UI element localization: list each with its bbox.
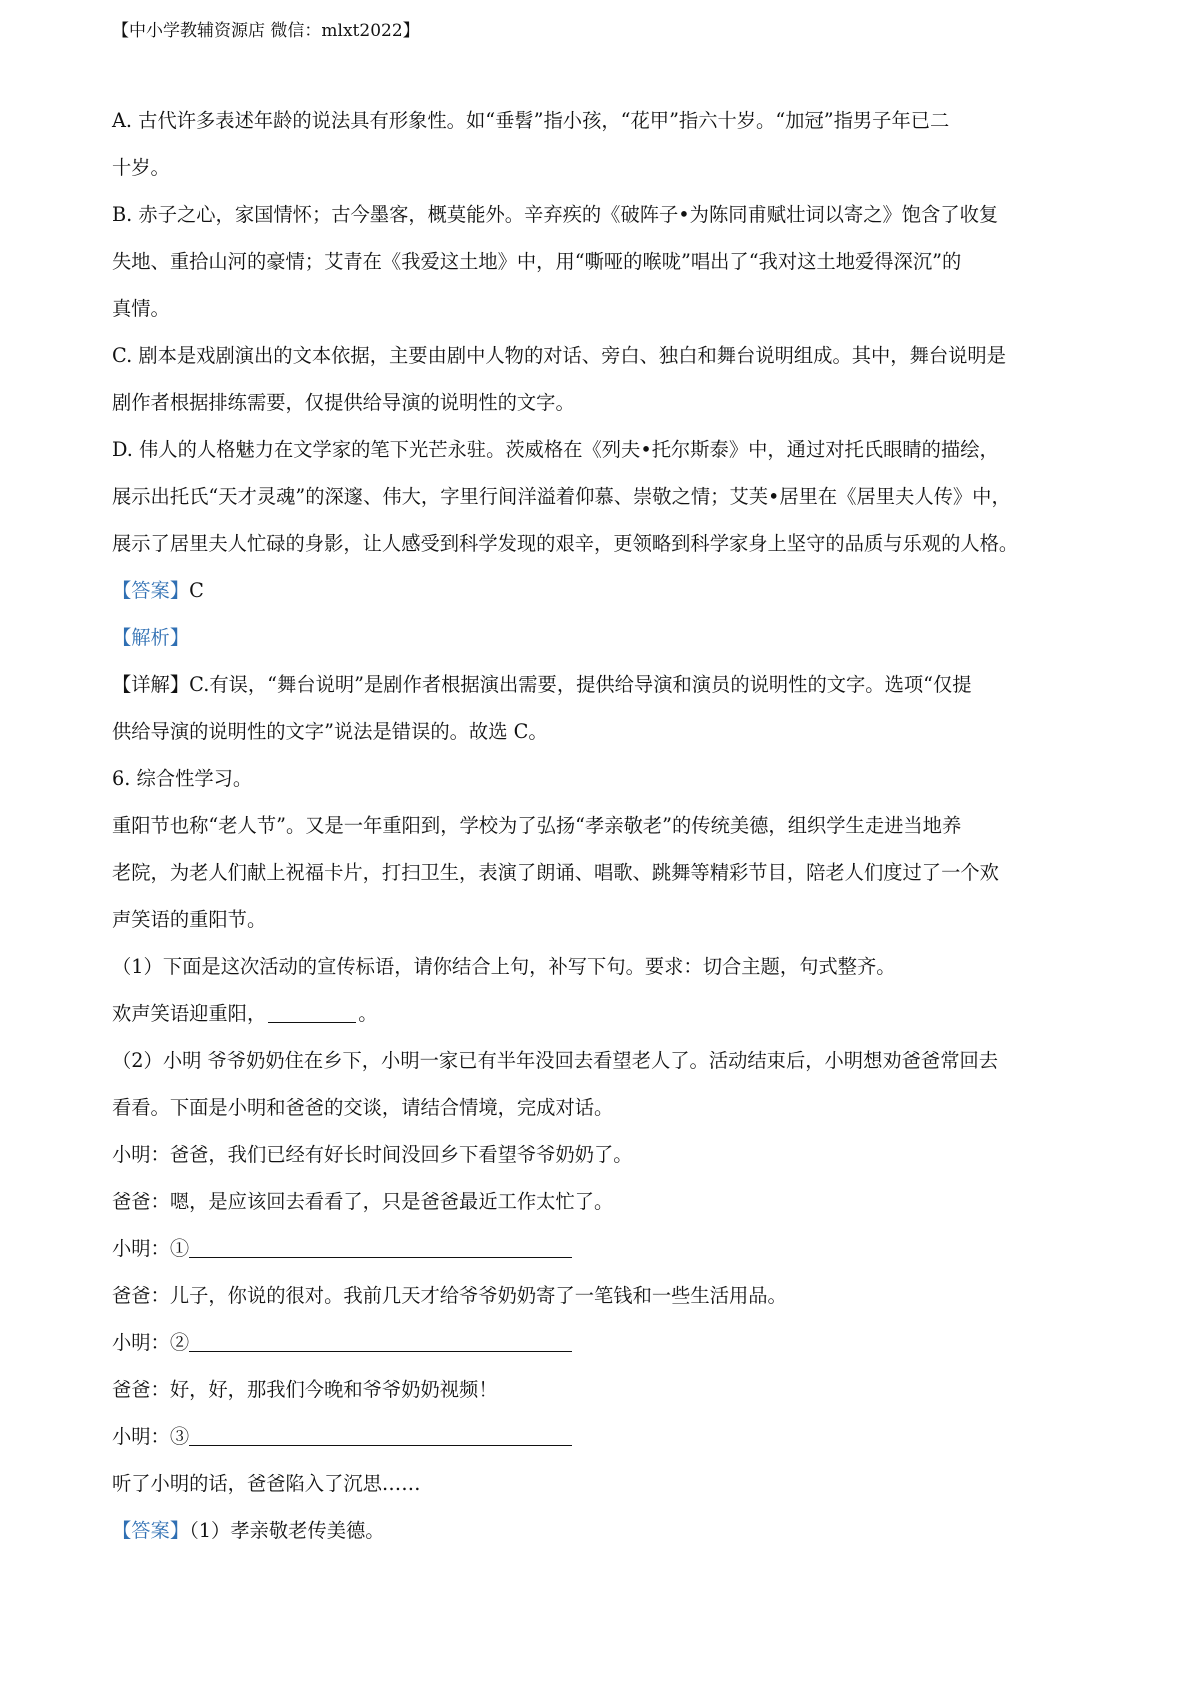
dialog-speaker-7: 小明：③ xyxy=(112,1425,190,1448)
option-a-line-2: 十岁。 xyxy=(112,156,170,179)
option-a-line-1: A. 古代许多表述年龄的说法具有形象性。如“垂髫”指小孩，“花甲”指六十岁。“加冠”指男子年已二 xyxy=(112,109,950,132)
analysis-tag: 【解析】 xyxy=(112,626,190,649)
slogan-end-mark: 。 xyxy=(358,1002,378,1025)
closing-line: 听了小明的话，爸爸陷入了沉思…… xyxy=(112,1472,421,1495)
dialog-speaker-5: 小明：② xyxy=(112,1331,190,1354)
detail-line-2: 供给导演的说明性的文字”说法是错误的。故选 C。 xyxy=(112,720,548,743)
option-d-line-1: D. 伟人的人格魅力在文学家的笔下光芒永驻。茨威格在《列夫•托尔斯泰》中，通过对托氏眼睛的描绘， xyxy=(112,438,999,461)
option-c-line-1: C. 剧本是戏剧演出的文本依据，主要由剧中人物的对话、旁白、独白和舞台说明组成。其中，舞台说明是 xyxy=(112,344,1006,367)
dialog-answer-blank-3[interactable] xyxy=(189,1425,572,1446)
option-d-line-2: 展示出托氏“天才灵魂”的深邃、伟大，字里行间洋溢着仰慕、崇敬之情；艾芙•居里在《居里夫人传》中， xyxy=(112,485,1011,508)
dialog-line-6: 爸爸：好，好，那我们今晚和爷爷奶奶视频！ xyxy=(112,1378,498,1401)
intro-line-1: 重阳节也称“老人节”。又是一年重阳到，学校为了弘扬“孝亲敬老”的传统美德，组织学生走进当地养 xyxy=(112,814,962,837)
dialog-answer-blank-2[interactable] xyxy=(189,1331,572,1352)
answer-line-q5 xyxy=(112,567,1102,614)
analysis-line xyxy=(112,614,1102,661)
intro-line-3: 声笑语的重阳节。 xyxy=(112,908,267,931)
option-c-line-2: 剧作者根据排练需要，仅提供给导演的说明性的文字。 xyxy=(112,391,575,414)
intro-line-2: 老院，为老人们献上祝福卡片，打扫卫生，表演了朗诵、唱歌、跳舞等精彩节目，陪老人们度过了一个欢 xyxy=(112,861,999,884)
question-6-title: 6. 综合性学习。 xyxy=(112,767,253,790)
dialog-line-3 xyxy=(112,1225,1102,1272)
subquestion-2-line-2: 看看。下面是小明和爸爸的交谈，请结合情境，完成对话。 xyxy=(112,1096,614,1119)
slogan-line xyxy=(112,990,1102,1037)
document-body xyxy=(112,97,1102,1554)
option-d-line-3: 展示了居里夫人忙碌的身影，让人感受到科学发现的艰辛，更领略到科学家身上坚守的品质与乐观的人格。 xyxy=(112,532,1019,555)
option-b-line-3: 真情。 xyxy=(112,297,170,320)
subquestion-1: （1）下面是这次活动的宣传标语，请你结合上句，补写下句。要求：切合主题，句式整齐。 xyxy=(112,955,896,978)
dialog-answer-blank-1[interactable] xyxy=(189,1237,572,1258)
dialog-line-2: 爸爸：嗯，是应该回去看看了，只是爸爸最近工作太忙了。 xyxy=(112,1190,614,1213)
dialog-line-5 xyxy=(112,1319,1102,1366)
page-header: 【中小学教辅资源店 微信：mlxt2022】 xyxy=(112,21,420,41)
dialog-line-1: 小明：爸爸，我们已经有好长时间没回乡下看望爷爷奶奶了。 xyxy=(112,1143,633,1166)
option-b-line-1: B. 赤子之心，家国情怀；古今墨客，概莫能外。辛弃疾的《破阵子•为陈同甫赋壮词以寄之》饱含了收复 xyxy=(112,203,999,226)
detail-line-1: 【详解】C.有误，“舞台说明”是剧作者根据演出需要，提供给导演和演员的说明性的文字。选项“仅提 xyxy=(112,673,972,696)
slogan-prompt: 欢声笑语迎重阳， xyxy=(112,1002,267,1025)
dialog-line-7 xyxy=(112,1413,1102,1460)
answer-tag: 【答案】 xyxy=(112,579,190,602)
answer-value-q6: （1）孝亲敬老传美德。 xyxy=(189,1519,385,1542)
subquestion-2-line-1: （2）小明 爷爷奶奶住在乡下，小明一家已有半年没回去看望老人了。活动结束后，小明想劝爸爸常回去 xyxy=(112,1049,999,1072)
dialog-speaker-3: 小明：① xyxy=(112,1237,190,1260)
dialog-line-4: 爸爸：儿子，你说的很对。我前几天才给爷爷奶奶寄了一笔钱和一些生活用品。 xyxy=(112,1284,787,1307)
slogan-answer-blank[interactable] xyxy=(268,1002,356,1023)
option-b-line-2: 失地、重拾山河的豪情；艾青在《我爱这土地》中，用“嘶哑的喉咙”唱出了“我对这土地爱得深沉”的 xyxy=(112,250,962,273)
answer-tag-q6: 【答案】 xyxy=(112,1519,190,1542)
answer-line-q6 xyxy=(112,1507,1102,1554)
answer-value: C xyxy=(189,579,204,602)
